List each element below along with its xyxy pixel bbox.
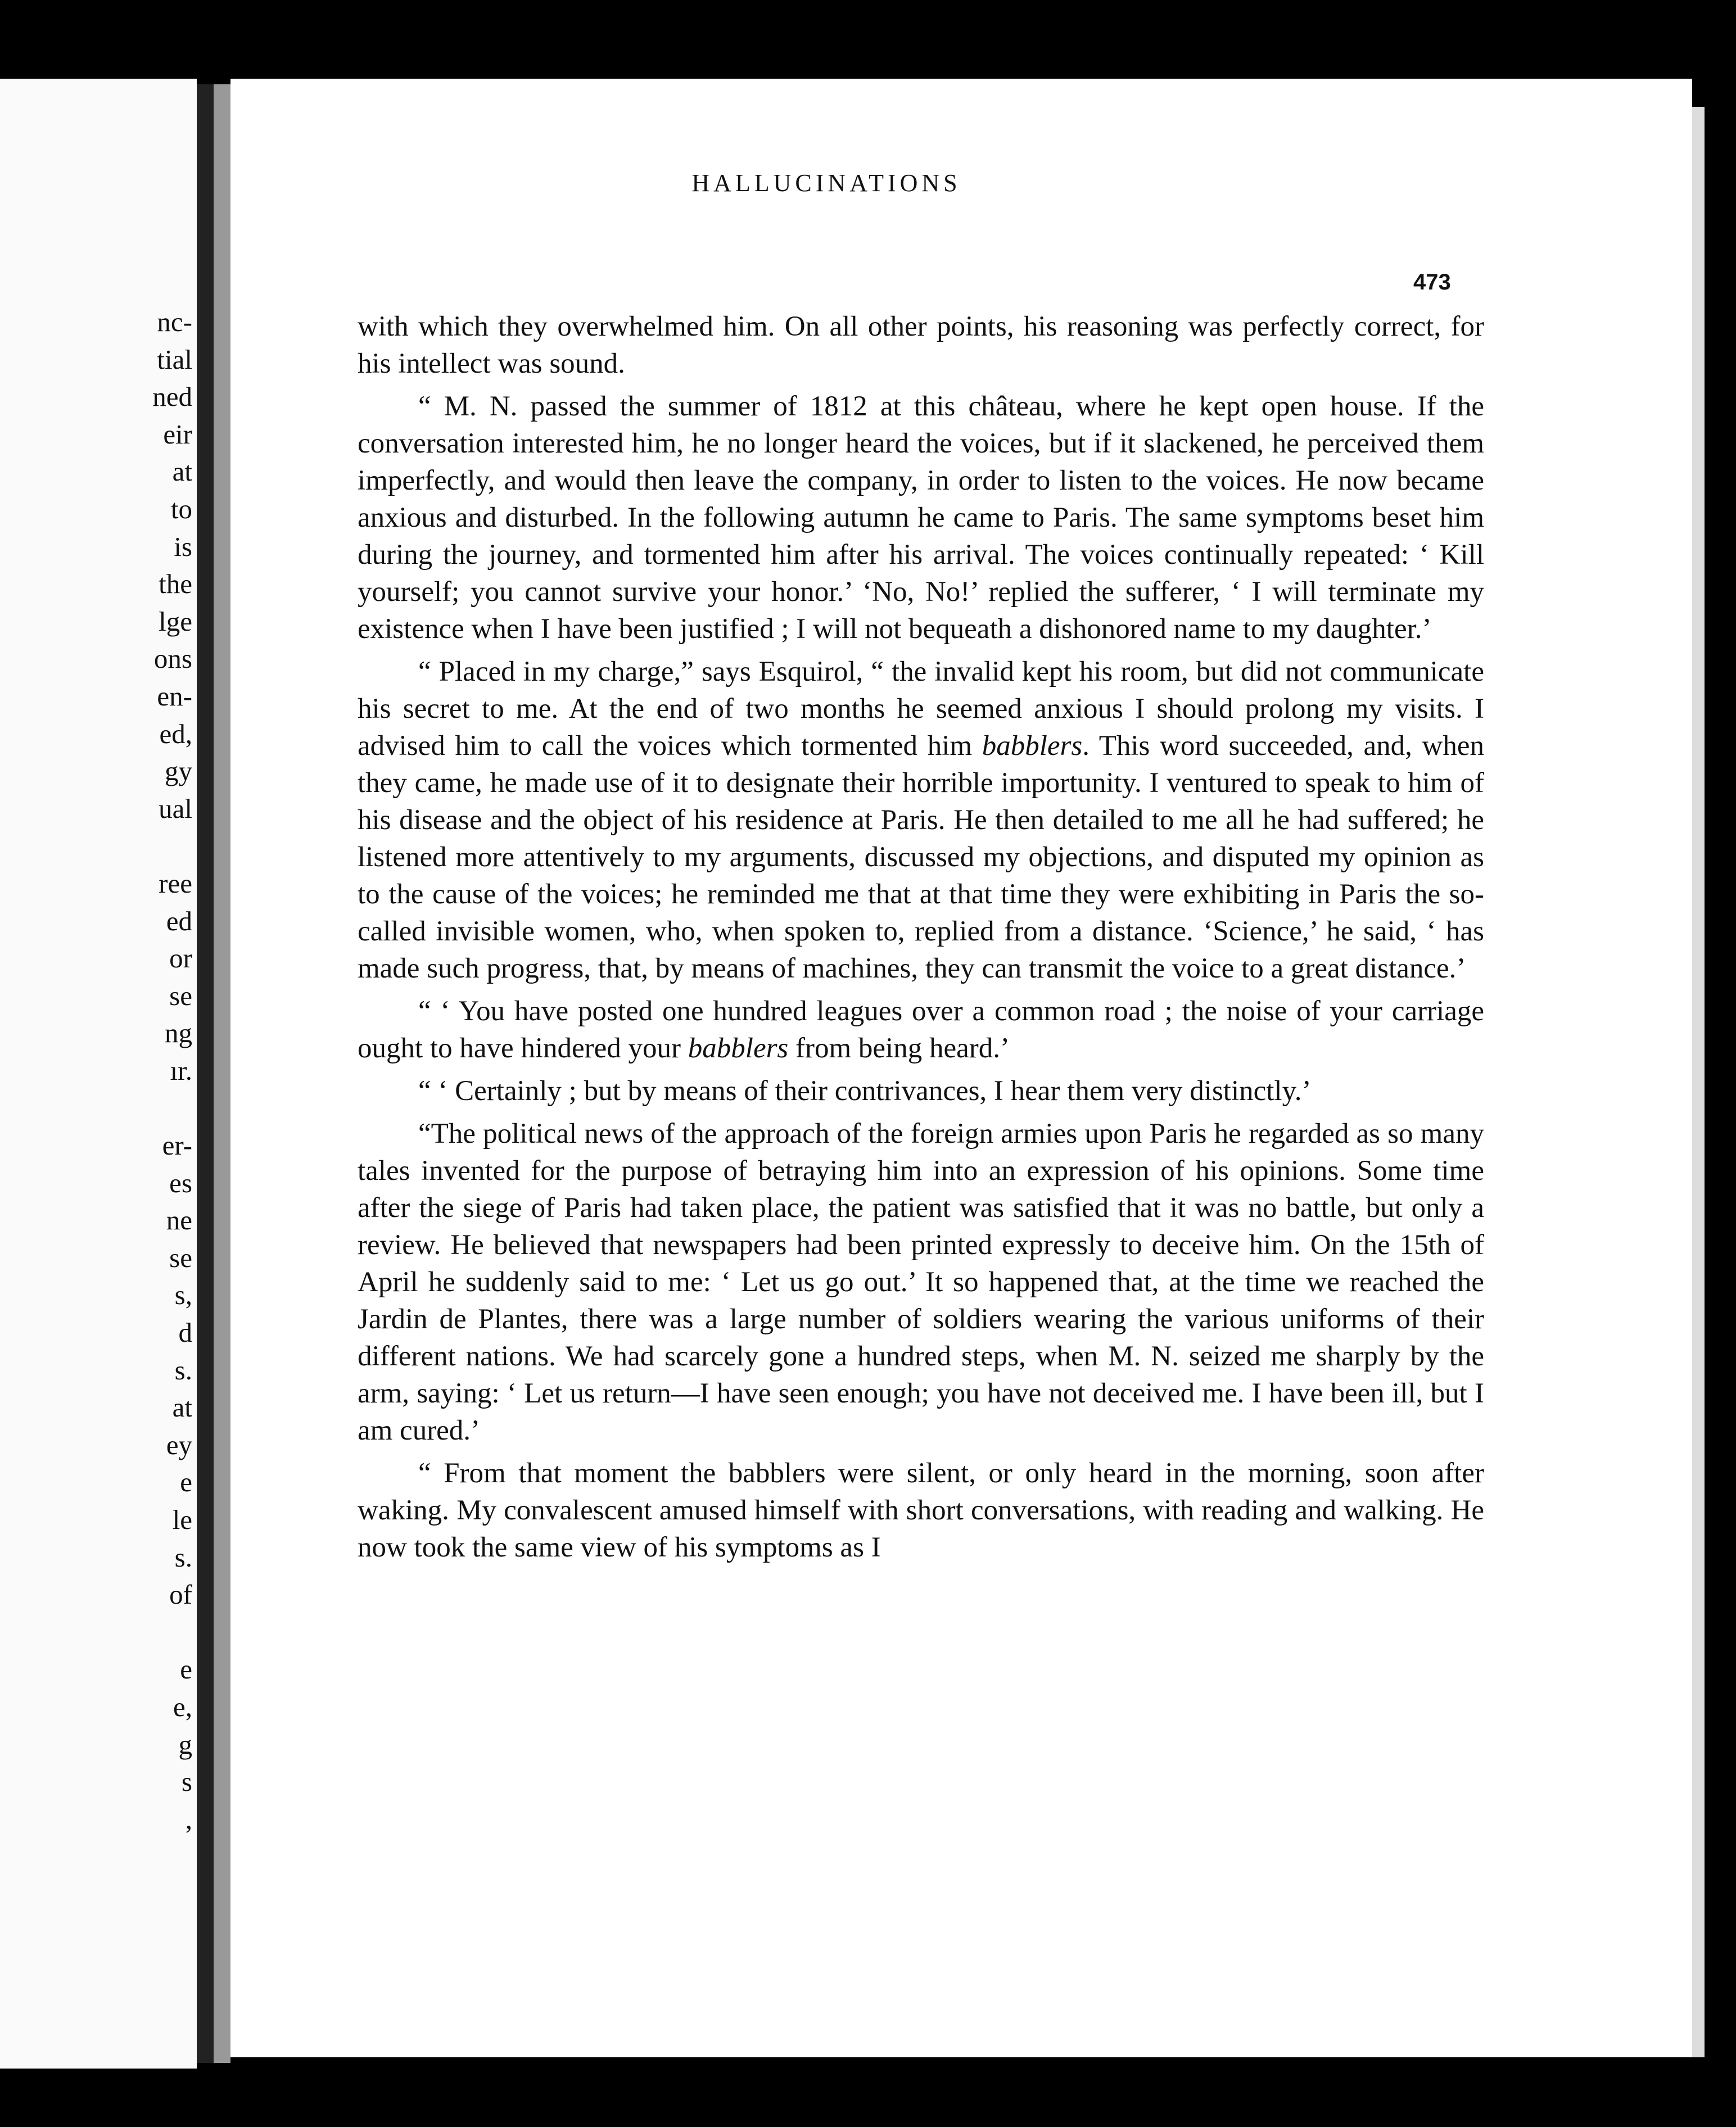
left-page-fragment: nc- — [157, 306, 192, 337]
paragraph: “ Placed in my charge,” says Esquirol, “ the invalid kept his room, but did not communicate his secret to me. At the end of two months he seemed anxious I should prolong my visits. I advised him to call the voices which tormented him babblers. This word succeeded, and, when they came, he made use of it to designate their horrible importunity. I ventured to speak to him of his disease and the object of his residence at Paris. He then detailed to me all he had suffered; he listened more attentively to my arguments, discussed my objections, and disputed my opinion as to the cause of the voices; he reminded me that at that time they were exhibiting in Paris the so-called invisible women, who, when spoken to, replied from a distance. ‘Science,’ he said, ‘ has made such progress, that, by means of machines, they can transmit the voice to a great distance.’ — [358, 656, 1484, 984]
left-page-fragment: ng — [165, 1017, 192, 1049]
left-facing-page — [0, 79, 197, 2069]
paragraph: “The political news of the approach of the foreign armies upon Paris he regarded as so many tales invented for the purpose of betraying him into an expression of his opinions. Some time after the siege of Paris had taken place, the patient was satisfied that it was no battle, but only a review. He believed that newspapers had been printed expressly to deceive him. On the 15th of April he suddenly said to me: ‘ Let us go out.’ It so happened that, at the time we reached the Jardin de Plantes, there was a large number of soldiers wearing the various uniforms of their different nations. We had scarcely gone a hundred steps, when M. N. seized me sharply by the arm, saying: ‘ Let us return—I have seen enough; you have not deceived me. I have been ill, but I am cured.’ — [358, 1118, 1484, 1446]
paragraph: “ M. N. passed the summer of 1812 at this château, where he kept open house. If the conversation interested him, he no longer heard the voices, but if it slackened, he perceived them imperfectly, and would then leave the company, in order to listen to the voices. He now became anxious and disturbed. In the following autumn he came to Paris. The same symptoms beset him during the journey, and tormented him after his arrival. The voices continually repeated: ‘ Kill yourself; you cannot survive your honor.’ ‘No, No!’ replied the sufferer, ‘ I will terminate my existence when I have been justified ; I will not bequeath a dishonored name to my daughter.’ — [358, 391, 1484, 645]
left-page-fragment — [130, 1089, 192, 1127]
left-page-fragment: ed, — [159, 718, 192, 749]
left-page-fragment: ey — [166, 1429, 192, 1460]
paragraph: “ ‘ Certainly ; but by means of their contrivances, I hear them very distinctly.’ — [418, 1075, 1312, 1107]
left-page-fragment: e — [180, 1654, 192, 1685]
left-page-fragment: to — [170, 493, 192, 524]
book-gutter-shadow — [214, 84, 230, 2063]
left-page-fragment: ons — [153, 643, 192, 675]
left-page-fragment: eir — [163, 418, 192, 450]
left-page-fragment: ır. — [170, 1055, 192, 1086]
left-page-fragment: g — [178, 1728, 192, 1760]
left-page-fragment: ree — [159, 867, 192, 899]
left-page-fragment: s. — [174, 1354, 192, 1386]
left-page-fragment: , — [185, 1803, 192, 1835]
left-page-fragment: es — [169, 1167, 192, 1198]
left-page-fragment: e, — [173, 1691, 192, 1722]
left-page-fragment: le — [172, 1504, 192, 1535]
left-page-fragment: gy — [165, 755, 192, 787]
left-page-fragment — [130, 827, 192, 865]
left-page-fragment: or — [169, 943, 192, 974]
left-page-fragment: ne — [166, 1205, 192, 1236]
left-page-fragment: lge — [159, 605, 192, 637]
page-edge-shadow — [1705, 101, 1736, 2069]
left-page-fragment: s — [181, 1766, 192, 1798]
paragraph: “ From that moment the babblers were silent, or only heard in the morning, soon after waking. My convalescent amused himself with short conversations, with reading and walking. He now took the same view of his symptoms as I — [358, 1458, 1484, 1563]
left-page-fragment: se — [169, 980, 192, 1011]
running-head: HALLUCINATIONS — [691, 169, 961, 197]
left-page-fragment: at — [172, 456, 192, 487]
left-page-fragment: en- — [157, 680, 192, 712]
left-page-fragment: d — [178, 1317, 192, 1348]
left-page-fragment: ed — [166, 905, 192, 936]
left-page-fragment: is — [174, 531, 192, 562]
left-page-fragment: ual — [159, 793, 192, 824]
left-page-fragment — [130, 1614, 192, 1651]
left-page-fragment: at — [172, 1392, 192, 1423]
paragraph: “ ‘ You have posted one hundred leagues over a common road ; the noise of your carriage ought to have hindered your babblers from being heard.’ — [358, 995, 1484, 1064]
left-page-fragment: s. — [174, 1541, 192, 1573]
left-page-fragment: tial — [157, 343, 192, 375]
left-page-fragment: e — [180, 1467, 192, 1498]
left-page-fragment: of — [169, 1579, 192, 1610]
left-page-fragment: ned — [152, 381, 192, 413]
page-body-text — [358, 308, 1484, 1854]
page-edge — [1692, 107, 1705, 2057]
page-number: 473 — [1413, 270, 1451, 295]
left-page-fragment: the — [159, 568, 192, 600]
paragraph: with which they overwhelmed him. On all other points, his reasoning was perfectly correct, for his intellect was sound. — [358, 311, 1484, 379]
left-page-fragment: er- — [162, 1130, 192, 1161]
left-page-fragment: se — [169, 1242, 192, 1273]
left-page-fragment: s, — [174, 1279, 192, 1311]
left-page-text-fragments — [130, 304, 192, 1838]
